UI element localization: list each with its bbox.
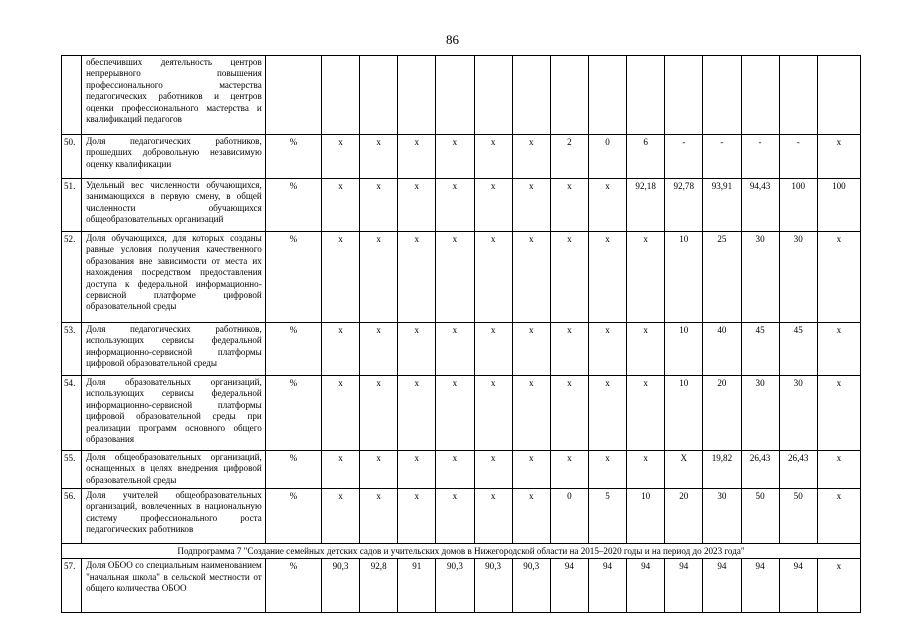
value-cell: x [398,489,436,544]
value-cell [817,56,860,135]
value-cell: 6 [627,135,665,179]
value-cell: x [588,179,626,232]
value-cell: x [512,489,550,544]
value-cell: x [512,179,550,232]
unit-cell: % [265,323,321,376]
row-number: 51. [62,179,82,232]
table-row [62,489,861,544]
row-number: 52. [62,232,82,323]
value-cell: x [817,232,860,323]
value-cell [512,56,550,135]
value-cell: x [436,232,474,323]
row-number: 57. [62,559,82,613]
value-cell: 19,82 [703,451,741,489]
value-cell [474,56,512,135]
value-cell: x [512,451,550,489]
value-cell: x [321,135,359,179]
value-cell: x [360,135,398,179]
value-cell: x [360,232,398,323]
value-cell: 90,3 [512,559,550,613]
value-cell: x [398,135,436,179]
value-cell: x [817,489,860,544]
unit-cell: % [265,489,321,544]
indicator-name: Доля обучающихся, для которых созданы равные условия получения качественного образования вне зависимости от места их нахождения посредством предоставления доступа к федеральной информационно-сервисной платформе цифровой образовательной среды [82,232,266,323]
value-cell [741,56,779,135]
value-cell: x [321,489,359,544]
table-row [62,323,861,376]
value-cell: 94 [779,559,817,613]
value-cell: x [474,179,512,232]
table-row [62,559,861,613]
value-cell: x [474,376,512,451]
value-cell: x [817,376,860,451]
value-cell: 30 [741,376,779,451]
value-cell: 50 [779,489,817,544]
value-cell: 100 [817,179,860,232]
indicator-name: обеспечивших деятельность центров непрерывного повышения профессионального мастерства педагогических работников и центров оценки профессионального мастерства и квалификаций педагогов [82,56,266,135]
indicator-name: Доля педагогических работников, использующих сервисы федеральной информационно-сервисной платформы цифровой образовательной среды [82,323,266,376]
value-cell: - [665,135,703,179]
indicator-name: Доля педагогических работников, прошедших добровольную независимую оценку квалификации [82,135,266,179]
value-cell: 40 [703,323,741,376]
value-cell: x [588,376,626,451]
value-cell: x [627,376,665,451]
value-cell: x [474,451,512,489]
value-cell: x [436,179,474,232]
value-cell: 94,43 [741,179,779,232]
value-cell: 0 [588,135,626,179]
value-cell: 100 [779,179,817,232]
value-cell: x [512,232,550,323]
value-cell [703,56,741,135]
value-cell: x [512,376,550,451]
value-cell: x [436,451,474,489]
indicator-name: Доля образовательных организаций, использующих сервисы федеральной информационно-сервисной платформы цифровой образовательной среды при реализации программ основного общего образования [82,376,266,451]
value-cell: 91 [398,559,436,613]
value-cell: x [550,451,588,489]
value-cell: x [627,451,665,489]
value-cell: 45 [741,323,779,376]
value-cell [550,56,588,135]
unit-cell: % [265,559,321,613]
table-row [62,56,861,135]
value-cell: 94 [627,559,665,613]
value-cell: 94 [665,559,703,613]
row-number: 56. [62,489,82,544]
table-row [62,232,861,323]
indicators-table [61,55,861,613]
indicator-name: Удельный вес численности обучающихся, занимающихся в первую смену, в общей численности обучающихся общеобразовательных организаций [82,179,266,232]
value-cell: 50 [741,489,779,544]
value-cell: 30 [741,232,779,323]
value-cell: x [474,323,512,376]
value-cell: 90,3 [321,559,359,613]
value-cell: x [436,376,474,451]
value-cell: - [779,135,817,179]
value-cell: 20 [665,489,703,544]
indicator-name: Доля общеобразовательных организаций, оснащенных в целях внедрения цифровой образовательной среды [82,451,266,489]
unit-cell: % [265,179,321,232]
value-cell: 10 [627,489,665,544]
value-cell: 92,8 [360,559,398,613]
value-cell: 5 [588,489,626,544]
value-cell: 94 [550,559,588,613]
value-cell: x [360,323,398,376]
unit-cell: % [265,135,321,179]
value-cell: 25 [703,232,741,323]
row-number [62,56,82,135]
value-cell: x [398,323,436,376]
value-cell: 2 [550,135,588,179]
value-cell: 94 [588,559,626,613]
value-cell: x [550,232,588,323]
value-cell: 10 [665,323,703,376]
value-cell: 94 [703,559,741,613]
value-cell: x [398,232,436,323]
value-cell: x [398,376,436,451]
value-cell: 45 [779,323,817,376]
indicator-name: Доля ОБОО со специальным наименованием "начальная школа" в сельской местности от общего количества ОБОО [82,559,266,613]
value-cell [436,56,474,135]
value-cell: 93,91 [703,179,741,232]
value-cell [627,56,665,135]
value-cell: x [588,451,626,489]
value-cell [779,56,817,135]
value-cell: x [550,376,588,451]
value-cell: x [474,489,512,544]
value-cell: x [817,559,860,613]
page-number: 86 [446,32,459,47]
value-cell: x [321,323,359,376]
value-cell: x [398,451,436,489]
row-number: 50. [62,135,82,179]
value-cell: x [512,323,550,376]
value-cell: x [817,135,860,179]
unit-cell [265,56,321,135]
unit-cell: % [265,451,321,489]
value-cell: x [588,232,626,323]
value-cell: x [398,179,436,232]
value-cell: x [360,489,398,544]
value-cell: X [665,451,703,489]
value-cell: x [321,232,359,323]
value-cell [665,56,703,135]
value-cell: x [360,376,398,451]
value-cell: 90,3 [436,559,474,613]
value-cell: x [627,232,665,323]
value-cell [360,56,398,135]
subprogram-row [62,544,861,559]
value-cell: x [436,489,474,544]
value-cell: - [741,135,779,179]
value-cell: 92,18 [627,179,665,232]
table-row [62,451,861,489]
row-number: 53. [62,323,82,376]
subprogram-title: Подпрограмма 7 "Создание семейных детских садов и учительских домов в Нижегородской области на 2015–2020 годы и на период до 2023 года" [62,544,861,559]
unit-cell: % [265,232,321,323]
value-cell: x [436,135,474,179]
value-cell: x [360,179,398,232]
value-cell: x [360,451,398,489]
value-cell: 10 [665,232,703,323]
value-cell [321,56,359,135]
table-row [62,376,861,451]
value-cell [588,56,626,135]
table-row [62,179,861,232]
value-cell: x [512,135,550,179]
value-cell: x [627,323,665,376]
value-cell: 26,43 [779,451,817,489]
unit-cell: % [265,376,321,451]
value-cell: 92,78 [665,179,703,232]
value-cell: x [588,323,626,376]
value-cell: 10 [665,376,703,451]
value-cell: - [703,135,741,179]
value-cell: 30 [703,489,741,544]
value-cell: x [550,179,588,232]
value-cell: 20 [703,376,741,451]
value-cell: x [474,135,512,179]
row-number: 54. [62,376,82,451]
table-row [62,135,861,179]
value-cell: x [321,179,359,232]
value-cell: x [550,323,588,376]
value-cell: 26,43 [741,451,779,489]
value-cell: 94 [741,559,779,613]
value-cell: 0 [550,489,588,544]
value-cell: x [436,323,474,376]
row-number: 55. [62,451,82,489]
value-cell: x [321,451,359,489]
indicator-name: Доля учителей общеобразовательных организаций, вовлеченных в национальную систему профессионального роста педагогических работников [82,489,266,544]
value-cell: x [817,451,860,489]
value-cell: x [321,376,359,451]
value-cell: x [817,323,860,376]
value-cell: x [474,232,512,323]
value-cell: 30 [779,232,817,323]
value-cell: 90,3 [474,559,512,613]
value-cell [398,56,436,135]
value-cell: 30 [779,376,817,451]
